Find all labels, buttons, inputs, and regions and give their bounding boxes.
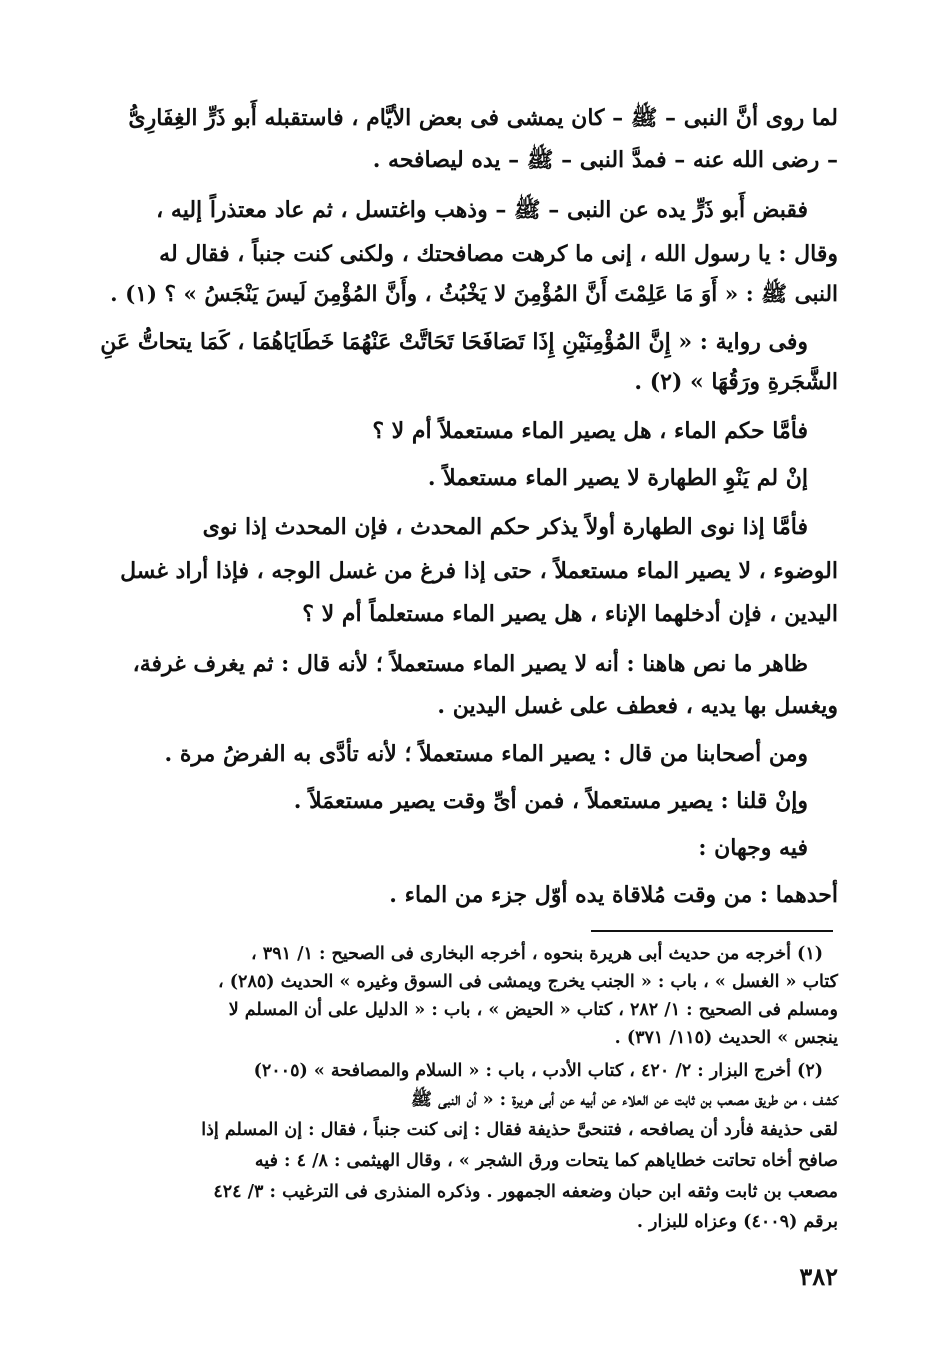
- body-line: إنْ لم يَنْوِ الطهارة لا يصير الماء مستعملاً .: [427, 465, 808, 491]
- footnote-line: (٢) أخرج البزار : ٢/ ٤٢٠ ، كتاب الأدب ، باب : « السلام والمصافحة » (٢٠٠٥): [253, 1061, 823, 1081]
- footnote-line: صافح أخاه تحاتت خطاياهم كما يتحات ورق الشجر » ، وقال الهيثمى : ٨/ ٤ : فيه: [254, 1151, 838, 1171]
- footnote-line: مصعب بن ثابت وثقه ابن حبان وضعفه الجمهور . وذكره المنذرى فى الترغيب : ٣/ ٤٢٤: [213, 1182, 838, 1202]
- footnote-line: لقى حذيفة فأرد أن يصافحه ، فتنحىَّ حذيفة فقال : إنى كنت جنباً ، فقال : إن المسلم إذا: [201, 1120, 838, 1140]
- footnote-separator: [591, 930, 833, 932]
- body-line: فيه وجهان :: [698, 835, 808, 861]
- body-line: ظاهر ما نص هاهنا : أنه لا يصير الماء مستعملاً ؛ لأنه قال : ثم يغرف غرفة،: [132, 651, 808, 677]
- body-line: الشَّجَرةِ ورَقُهَا » (٢) .: [634, 369, 838, 395]
- footnote-line: (١) أخرجه من حديث أبى هريرة بنحوه ، أخرجه البخارى فى الصحيح : ١/ ٣٩١ ،: [251, 944, 823, 964]
- footnote-line: برقم (٤٠٠٩) وعزاه للبزار .: [636, 1212, 838, 1232]
- body-line: وقال : يا رسول الله ، إنى ما كرهت مصافحتك ، ولكنى كنت جنباً ، فقال له: [159, 241, 838, 267]
- footnote-line: كشف ، من طريق مصعب بن ثابت عن العلاء عن أبيه عن أبى هريرة : « أن النبى ﷺ: [410, 1090, 838, 1110]
- body-line: – رضى الله عنه – فمدَّ النبى – ﷺ – يده ليصافحه .: [372, 147, 838, 173]
- body-line: أحدهما : من وقت مُلاقاة يده أوّل جزء من الماء .: [389, 882, 838, 908]
- footnote-line: ينجس » الحديث (١١٥/ ٣٧١) .: [614, 1028, 838, 1048]
- body-line: فقبض أَبو ذَرٍّ يده عن النبى – ﷺ – وذهب واغتسل ، ثم عاد معتذراً إليه ،: [156, 197, 808, 223]
- body-line: ومن أصحابنا من قال : يصير الماء مستعملاً ؛ لأنه تأدَّى به الفرضُ مرة .: [164, 741, 808, 767]
- body-line: وفى رواية : « إِنَّ المُؤْمِنَيْنِ إِذَا تَصَافَحَا تَحَاتَّتْ عَنْهُمَا خَطَايَاهُمَا ، كَمَا يتحاتُّ عَنِ: [100, 329, 808, 355]
- body-line: اليدين ، فإن أدخلهما الإناء ، هل يصير الماء مستعلماً أم لا ؟: [302, 601, 838, 627]
- body-line: لما روى أنَّ النبى – ﷺ – كان يمشى فى بعض الأيَّام ، فاستقبله أَبو ذَرٍّ الغِفَارِىُّ: [128, 105, 838, 131]
- page-number: ٣٨٢: [799, 1262, 838, 1291]
- body-line: الوضوء ، لا يصير الماء مستعملاً ، حتى إذا فرغ من غسل الوجه ، فإذا أراد غسل: [120, 558, 838, 584]
- body-line: فأمَّا إذا نوى الطهارة أولاً يذكر حكم المحدث ، فإن المحدث إذا نوى: [202, 514, 808, 540]
- footnote-line: ومسلم فى الصحيح : ١/ ٢٨٢ ، كتاب « الحيض » ، باب : « الدليل على أن المسلم لا: [228, 1000, 838, 1020]
- body-line: فأمَّا حكم الماء ، هل يصير الماء مستعملاً أم لا ؟: [372, 418, 808, 444]
- footnote-line: كتاب « الغسل » ، باب : « الجنب يخرج ويمشى فى السوق وغيره » الحديث (٢٨٥) ،: [218, 972, 838, 992]
- body-line: النبى ﷺ : « أَوَ مَا عَلِمْتَ أَنَّ المُؤْمِنَ لا يَخْبُثُ ، وأَنَّ المُؤْمِنَ لَيسَ يَنْجَسُ » ؟ (١) .: [110, 282, 838, 307]
- body-line: وإنْ قلنا : يصير مستعملاً ، فمن أىِّ وقت يصير مستعمَلاً .: [293, 788, 808, 814]
- body-line: ويغسل بها يديه ، فعطف على غسل اليدين .: [437, 693, 838, 719]
